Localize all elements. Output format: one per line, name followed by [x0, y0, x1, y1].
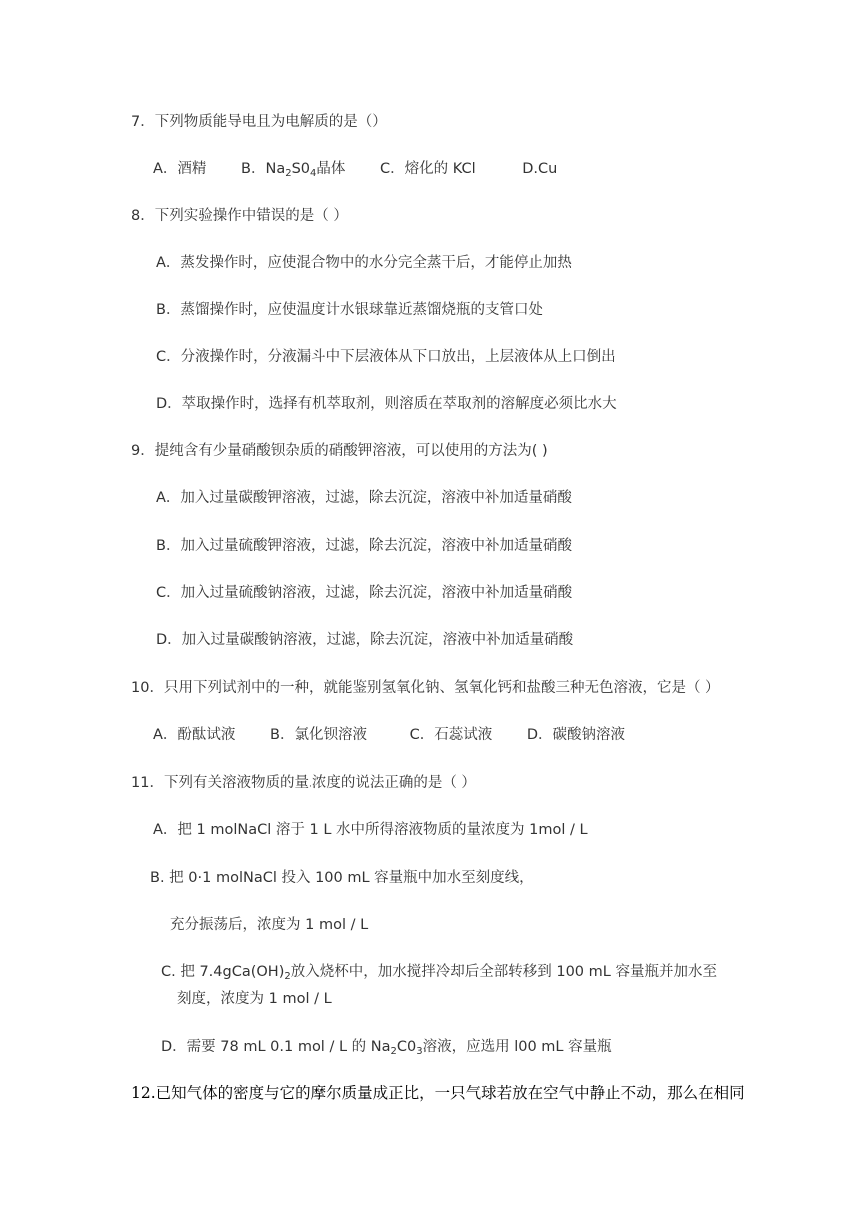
q7-option-b-mid: S0 [291, 161, 311, 177]
q12-stem: 12.已知气体的密度与它的摩尔质量成正比，一只气球若放在空气中静止不动，那么在相同 [131, 1084, 745, 1102]
q8-option-c: C．分液操作时，分液漏斗中下层液体从下口放出，上层液体从上口倒出 [156, 349, 616, 365]
q8-stem: 8．下列实验操作中错误的是（ ） [131, 208, 348, 224]
q7-option-b-prefix: B．Na [241, 161, 286, 177]
q11-option-b-line1: B. 把 0·1 molNaCl 投入 100 mL 容量瓶中加水至刻度线， [150, 870, 534, 886]
q11-option-d [161, 1037, 612, 1057]
q9-option-b: B．加入过量硫酸钾溶液，过滤，除去沉淀，溶液中补加适量硝酸 [156, 538, 572, 554]
q11-stem-suffix: 浓度的说法正确的是（ ） [311, 775, 476, 791]
q7-stem: 7．下列物质能导电且为电解质的是（） [131, 114, 387, 130]
q10-option-c: C．石蕊试液 [409, 727, 493, 743]
q7-option-d: D.Cu [522, 161, 558, 177]
q11-stem-prefix: 11．下列有关溶液物质的量 [131, 775, 309, 791]
q11-option-c-line1 [161, 962, 717, 982]
q7-option-c: C．熔化的 KCl [380, 161, 476, 177]
q11-stem-dot: · [308, 782, 312, 792]
q11-option-d-prefix: D．需要 78 mL 0.1 mol / L 的 Na [161, 1039, 391, 1055]
q10-option-d: D．碳酸钠溶液 [526, 727, 625, 743]
q11-option-c-suffix: 放入烧杯中，加水搅拌冷却后全部转移到 100 mL 容量瓶并加水至 [290, 964, 717, 980]
q11-option-b-line2: 充分振荡后，浓度为 1 mol / L [170, 917, 369, 933]
q11-option-c-prefix: C. 把 7.4gCa(OH) [161, 964, 285, 980]
q7-options [153, 159, 557, 179]
q11-option-c-sub: 2 [284, 971, 291, 982]
q8-option-b: B．蒸馏操作时，应使温度计水银球靠近蒸馏烧瓶的支管口处 [156, 302, 543, 318]
q7-option-a: A．酒精 [153, 161, 207, 177]
q9-stem: 9．提纯含有少量硝酸钡杂质的硝酸钾溶液，可以使用的方法为( ) [131, 443, 548, 459]
q11-option-d-sub2: 3 [416, 1046, 423, 1057]
q8-option-a: A．蒸发操作时，应使混合物中的水分完全蒸干后，才能停止加热 [156, 255, 572, 271]
q7-option-b-sub2: 4 [310, 168, 317, 179]
q7-option-b-sub1: 2 [285, 168, 292, 179]
q8-option-d: D．萃取操作时，选择有机萃取剂，则溶质在萃取剂的溶解度必须比水大 [156, 396, 617, 412]
q11-stem [131, 773, 476, 797]
q10-option-b: B．氯化钡溶液 [270, 727, 367, 743]
q9-option-c: C．加入过量硫酸钠溶液，过滤，除去沉淀，溶液中补加适量硝酸 [156, 585, 573, 601]
q11-option-d-mid: C0 [396, 1039, 417, 1055]
q10-stem: 10．只用下列试剂中的一种，就能鉴别氢氧化钠、氢氧化钙和盐酸三种无色溶液，它是（ ） [131, 680, 720, 696]
q11-option-d-sub1: 2 [390, 1046, 397, 1057]
q11-option-c-line2: 刻度，浓度为 1 mol / L [177, 991, 332, 1007]
q10-option-a: A．酚酞试液 [153, 727, 236, 743]
q10-options [153, 725, 625, 745]
q7-option-b-suffix: 晶体 [316, 161, 346, 177]
q11-option-a: A．把 1 molNaCl 溶于 1 L 水中所得溶液物质的量浓度为 1mol / L [153, 822, 588, 838]
q11-option-d-suffix: 溶液，应选用 l00 mL 容量瓶 [422, 1039, 612, 1055]
q9-option-a: A．加入过量碳酸钾溶液，过滤，除去沉淀，溶液中补加适量硝酸 [156, 490, 572, 506]
q9-option-d: D．加入过量碳酸钠溶液，过滤，除去沉淀，溶液中补加适量硝酸 [156, 632, 574, 648]
q7-option-b [241, 159, 345, 179]
